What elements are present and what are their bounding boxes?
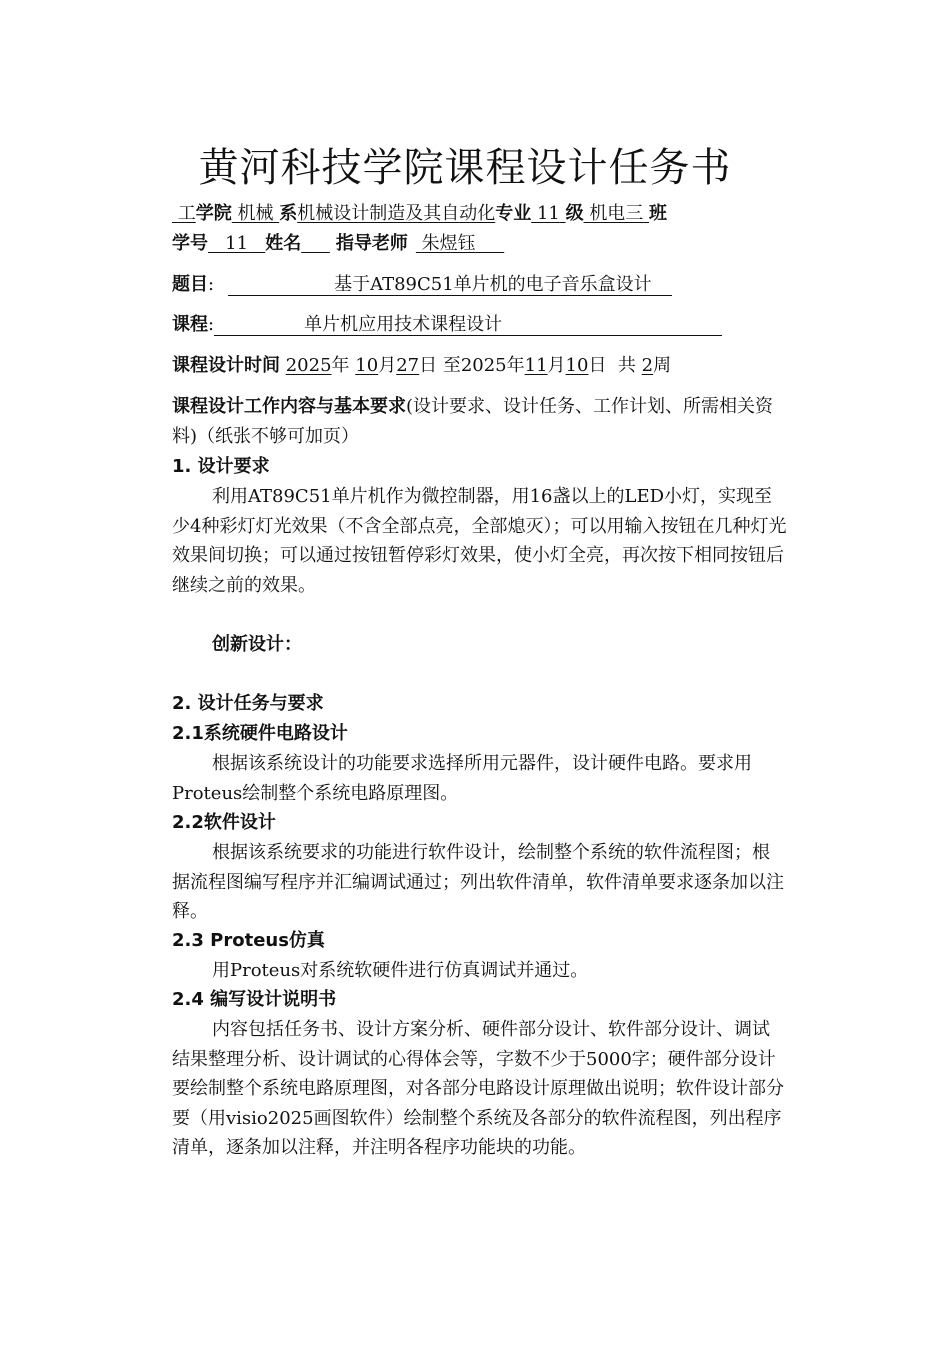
year-char: 年	[331, 355, 350, 376]
start-day: 27	[396, 355, 420, 376]
grade-label: 级	[565, 203, 584, 224]
dept-value: 机械	[237, 203, 274, 224]
major-label: 专业	[495, 203, 532, 224]
advisor-label: 指导老师	[335, 233, 408, 254]
day-char-2: 日	[588, 355, 607, 376]
requirements-heading	[172, 392, 787, 451]
topic-label: 题目	[172, 274, 208, 295]
day-char: 日	[419, 355, 438, 376]
student-id-value: 11	[225, 233, 249, 254]
name-value	[301, 233, 330, 254]
major-value: 机械设计制造及其自动化	[297, 203, 496, 224]
section-2-3-heading: 2.3 Proteus仿真	[172, 930, 325, 951]
section-2-4-heading: 2.4 编写设计说明书	[172, 989, 337, 1010]
section-2-heading: 2. 设计任务与要求	[172, 693, 324, 714]
advisor-value: 朱煜钰	[421, 233, 476, 254]
requirements-heading-note: (设计要求、设计任务、工作计划、所需相关资料)（纸张不够可加页）	[172, 396, 774, 447]
section-2-2-heading: 2.2软件设计	[172, 812, 276, 833]
weeks-value: 2	[641, 355, 654, 376]
course-label: 课程	[172, 314, 208, 335]
total-text: 共	[617, 355, 636, 376]
to-text: 至2025年	[442, 355, 525, 376]
class-value: 机电三	[589, 203, 644, 224]
topic-colon: :	[208, 274, 215, 295]
start-year: 2025	[285, 355, 332, 376]
section-2-1-heading: 2.1系统硬件电路设计	[172, 723, 348, 744]
topic-value: 基于AT89C51单片机的电子音乐盒设计	[228, 275, 672, 296]
section-2-4-body: 内容包括任务书、设计方案分析、硬件部分设计、软件部分设计、调试结果整理分析、设计调试的心得体会等，字数不少于5000字；硬件部分设计要绘制整个系统电路原理图，对各部分电路设计原理做出说明；软件设计部分要（用visio2025画图软件）绘制整个系统及各部分的软件流程图，列出程序清单，逐条加以注释，并注明各程序功能块的功能。	[172, 1019, 784, 1158]
class-label: 班	[649, 203, 668, 224]
end-day: 10	[565, 355, 589, 376]
header-line-student	[172, 233, 504, 255]
section-1-body: 利用AT89C51单片机作为微控制器，用16盏以上的LED小灯，实现至少4种彩灯灯光效果（不含全部点亮，全部熄灭）；可以用输入按钮在几种灯光效果间切换；可以通过按钮暂停彩灯效果，使小灯全亮，再次按下相同按钮后继续之前的效果。	[172, 486, 787, 596]
time-line	[172, 355, 671, 377]
section-2-3-body: 用Proteus对系统软硬件进行仿真调试并通过。	[212, 960, 589, 981]
course-line	[172, 314, 722, 336]
section-1-heading: 1. 设计要求	[172, 456, 270, 477]
requirements-heading-bold: 课程设计工作内容与基本要求	[172, 396, 406, 417]
topic-line	[172, 274, 672, 296]
innovation-heading: 创新设计：	[212, 634, 302, 655]
section-2-2-body: 根据该系统要求的功能进行软件设计，绘制整个系统的软件流程图；根据流程图编写程序并汇编调试通过；列出软件清单，软件清单要求逐条加以注释。	[172, 842, 784, 922]
name-label: 姓名	[265, 233, 302, 254]
course-colon: :	[208, 314, 215, 335]
dept-label: 系	[279, 203, 298, 224]
course-value: 单片机应用技术课程设计	[214, 315, 722, 336]
week-char: 周	[653, 355, 672, 376]
header-line-college	[172, 203, 667, 225]
month-char: 月	[378, 355, 397, 376]
section-2-1-body: 根据该系统设计的功能要求选择所用元器件，设计硬件电路。要求用Proteus绘制整个系统电路原理图。	[172, 753, 752, 804]
start-month: 10	[355, 355, 379, 376]
grade-value: 11	[536, 203, 560, 224]
time-label: 课程设计时间	[172, 355, 280, 376]
college-value: 工	[177, 203, 196, 224]
document-title: 黄河科技学院课程设计任务书	[198, 145, 732, 191]
end-month: 11	[524, 355, 548, 376]
student-id-label: 学号	[172, 233, 208, 254]
month-char-2: 月	[547, 355, 566, 376]
college-label: 学院	[195, 203, 232, 224]
